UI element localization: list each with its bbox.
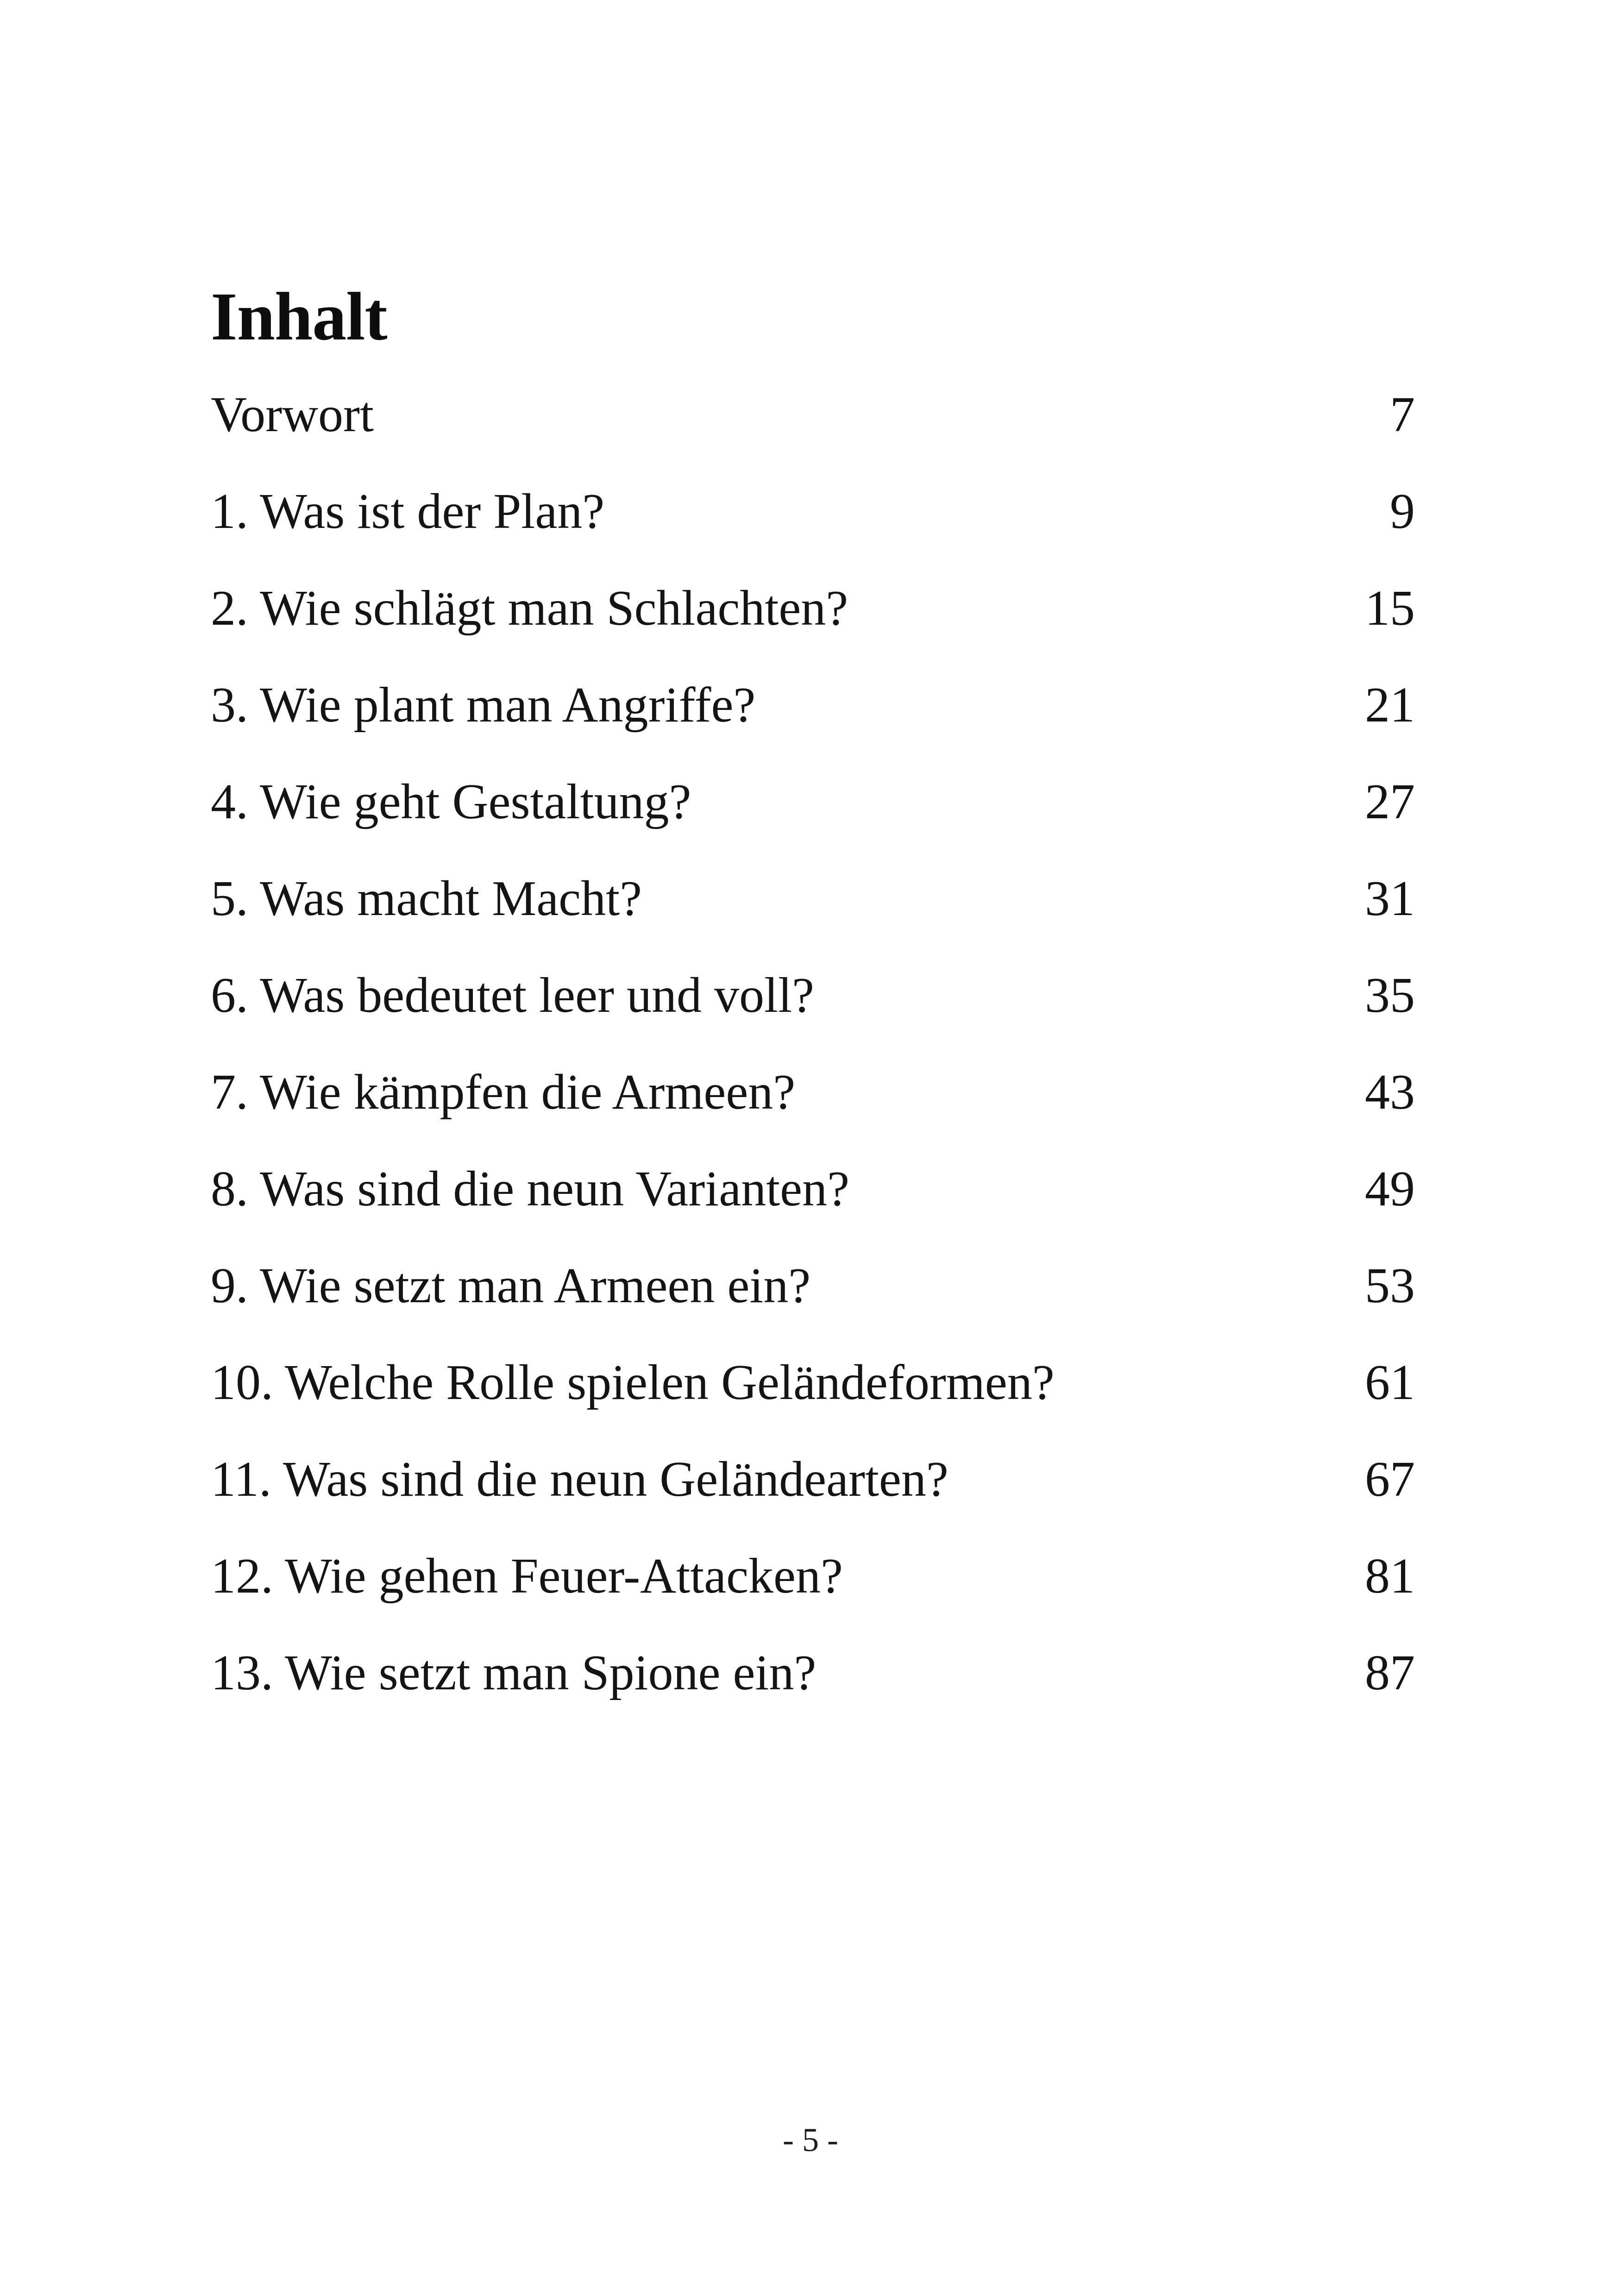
toc-entry-page: 81 [1365,1549,1415,1604]
toc-entry-chapter-10 [211,1355,1415,1455]
toc-entry-title: 13. Wie setzt man Spione ein? [211,1645,817,1700]
toc-entry-chapter-2 [211,583,1415,680]
toc-entry-chapter-13 [211,1645,1415,1745]
toc-entry-title: 1. Was ist der Plan? [211,484,605,539]
toc-entry-vorwort [211,387,1415,487]
toc-entry-chapter-3 [211,680,1415,777]
toc-entry-page: 61 [1365,1355,1415,1410]
toc-entry-chapter-8 [211,1161,1415,1261]
toc-entry-page: 31 [1365,871,1415,926]
toc-entry-page: 27 [1365,774,1415,829]
toc-entry-title: 9. Wie setzt man Armeen ein? [211,1258,811,1313]
toc-entry-page: 49 [1365,1161,1415,1217]
toc-entry-chapter-4 [211,774,1415,874]
toc-entry-title: 8. Was sind die neun Varianten? [211,1161,850,1217]
toc-heading: Inhalt [211,279,387,355]
toc-entry-page: 67 [1365,1452,1415,1507]
toc-entry-chapter-7 [211,1067,1415,1164]
toc-entry-page: 35 [1365,968,1415,1023]
toc-entry-page: 53 [1365,1258,1415,1313]
toc-entry-page: 43 [1365,1065,1415,1120]
toc-entry-title: 4. Wie geht Gestaltung? [211,774,691,829]
toc-entry-page: 15 [1365,581,1415,636]
toc-entry-chapter-6 [211,968,1415,1067]
toc-entry-chapter-9 [211,1258,1415,1358]
toc-entry-title: Vorwort [211,387,374,442]
toc-entry-page: 21 [1365,678,1415,733]
toc-entry-chapter-5 [211,871,1415,971]
toc-entry-title: 11. Was sind die neun Geländearten? [211,1452,949,1507]
toc-entry-page: 7 [1390,387,1415,442]
toc-entry-chapter-11 [211,1452,1415,1551]
page-number: - 5 - [783,2121,838,2158]
toc-entry-chapter-12 [211,1551,1415,1648]
toc-entry-title: 2. Wie schlägt man Schlachten? [211,581,848,636]
toc-entry-title: 10. Welche Rolle spielen Geländeformen? [211,1355,1055,1410]
toc-entry-title: 3. Wie plant man Angriffe? [211,678,756,733]
toc-entry-page: 87 [1365,1645,1415,1700]
toc-entry-chapter-1 [211,484,1415,583]
toc-list [211,387,1415,1745]
toc-entry-title: 12. Wie gehen Feuer-Attacken? [211,1549,843,1604]
toc-entry-title: 6. Was bedeutet leer und voll? [211,968,814,1023]
toc-entry-page: 9 [1390,484,1415,539]
toc-entry-title: 5. Was macht Macht? [211,871,642,926]
toc-entry-title: 7. Wie kämpfen die Armeen? [211,1065,796,1120]
